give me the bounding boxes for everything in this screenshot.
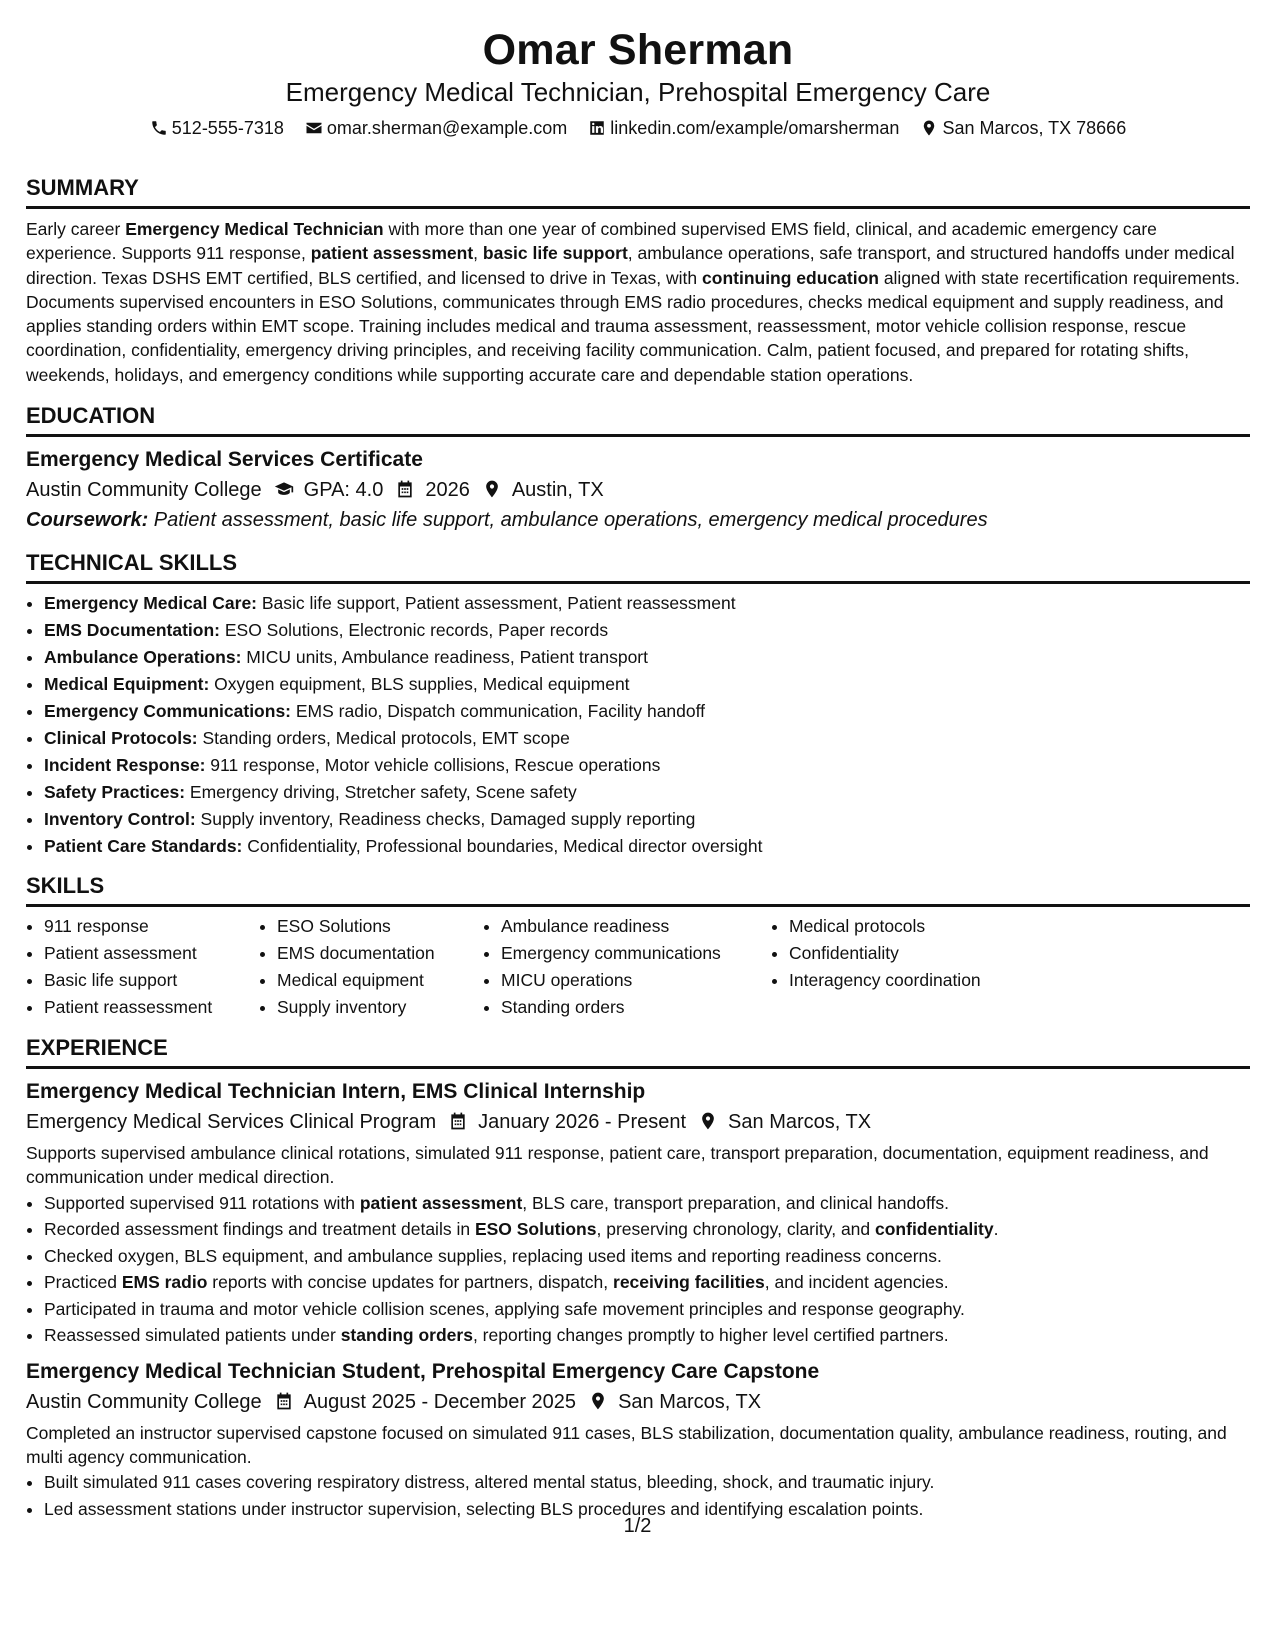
list-item: • Safety Practices: Emergency driving, Stretcher safety, Scene safety bbox=[44, 779, 1250, 806]
job-meta bbox=[26, 1387, 1250, 1417]
coursework: Coursework: Patient assessment, basic life support, ambulance operations, emergency medical procedures bbox=[26, 509, 988, 532]
job-title: Emergency Medical Technician Student, Prehospital Emergency Care Capstone bbox=[26, 1359, 820, 1383]
job-location: San Marcos, TX bbox=[618, 1390, 762, 1413]
job-location: San Marcos, TX bbox=[728, 1111, 872, 1134]
list-item: • Standing orders bbox=[501, 994, 771, 1021]
organization: Austin Community College bbox=[26, 1390, 262, 1413]
technical-skills-list bbox=[26, 590, 1250, 860]
degree-title: Emergency Medical Services Certificate bbox=[26, 448, 423, 472]
job-summary: Completed an instructor supervised capstone focused on simulated 911 cases, BLS stabilization, documentation quality, ambulance readiness, routing, and multi agency communication. bbox=[26, 1422, 1227, 1467]
list-item: • Clinical Protocols: Standing orders, Medical protocols, EMT scope bbox=[44, 725, 1250, 752]
section-title-experience: EXPERIENCE bbox=[26, 1034, 1250, 1069]
section-title-skills: SKILLS bbox=[26, 872, 1250, 907]
contact-location bbox=[920, 116, 1126, 140]
envelope-icon bbox=[305, 119, 323, 137]
job-bullets bbox=[26, 1190, 1250, 1349]
list-item: • Emergency communications bbox=[501, 940, 771, 967]
contact-email[interactable] bbox=[305, 116, 567, 140]
resume-page bbox=[26, 0, 1250, 1522]
list-item: • Patient reassessment bbox=[44, 994, 259, 1021]
list-item: • Inventory Control: Supply inventory, Readiness checks, Damaged supply reporting bbox=[44, 806, 1250, 833]
list-item: • Led assessment stations under instructor supervision, selecting BLS procedures and identifying escalation points. bbox=[44, 1496, 1250, 1523]
skills-column bbox=[483, 913, 771, 1021]
email-address[interactable]: omar.sherman@example.com bbox=[326, 118, 568, 138]
experience-section bbox=[26, 1034, 1250, 1522]
calendar-icon bbox=[274, 1391, 296, 1413]
list-item: • Reassessed simulated patients under standing orders, reporting changes promptly to higher level certified partners. bbox=[44, 1322, 1250, 1349]
list-item: • Medical equipment bbox=[277, 967, 483, 994]
list-item: • Medical Equipment: Oxygen equipment, BLS supplies, Medical equipment bbox=[44, 671, 1250, 698]
graduation-cap-icon bbox=[274, 479, 296, 501]
contact-phone bbox=[150, 116, 284, 140]
list-item: • Practiced EMS radio reports with concise updates for partners, dispatch, receiving facilities, and incident agencies. bbox=[44, 1269, 1250, 1296]
linkedin-icon bbox=[588, 119, 606, 137]
list-item: • Supported supervised 911 rotations with patient assessment, BLS care, transport preparation, and clinical handoffs. bbox=[44, 1190, 1250, 1217]
list-item: • EMS documentation bbox=[277, 940, 483, 967]
list-item: • Recorded assessment findings and treatment details in ESO Solutions, preserving chronology, clarity, and confidentiality. bbox=[44, 1216, 1250, 1243]
list-item: • Emergency Medical Care: Basic life support, Patient assessment, Patient reassessment bbox=[44, 590, 1250, 617]
skills-grid bbox=[26, 913, 1250, 1021]
skills-column bbox=[259, 913, 483, 1021]
list-item: • Incident Response: 911 response, Motor vehicle collisions, Rescue operations bbox=[44, 752, 1250, 779]
map-pin-icon bbox=[482, 479, 504, 501]
education-section bbox=[26, 402, 1250, 535]
job-dates: August 2025 - December 2025 bbox=[303, 1390, 577, 1413]
gpa: GPA: 4.0 bbox=[303, 479, 384, 502]
phone-number: 512-555-7318 bbox=[171, 118, 284, 138]
list-item: • MICU operations bbox=[501, 967, 771, 994]
skills-column bbox=[771, 913, 1049, 1021]
map-pin-icon bbox=[698, 1111, 720, 1133]
skills-column bbox=[26, 913, 259, 1021]
calendar-icon bbox=[395, 479, 417, 501]
list-item: • Patient Care Standards: Confidentiality, Professional boundaries, Medical director oversight bbox=[44, 833, 1250, 860]
map-pin-icon bbox=[920, 119, 938, 137]
technical-skills-section bbox=[26, 549, 1250, 860]
list-item: • Checked oxygen, BLS equipment, and ambulance supplies, replacing used items and reporting readiness concerns. bbox=[44, 1243, 1250, 1270]
list-item: • EMS Documentation: ESO Solutions, Electronic records, Paper records bbox=[44, 617, 1250, 644]
list-item: • Basic life support bbox=[44, 967, 259, 994]
list-item: • Emergency Communications: EMS radio, Dispatch communication, Facility handoff bbox=[44, 698, 1250, 725]
education-meta bbox=[26, 475, 1250, 505]
section-title-education: EDUCATION bbox=[26, 402, 1250, 437]
section-title-technical-skills: TECHNICAL SKILLS bbox=[26, 549, 1250, 584]
list-item: • Participated in trauma and motor vehicle collision scenes, applying safe movement principles and response geography. bbox=[44, 1296, 1250, 1323]
contact-linkedin[interactable] bbox=[588, 116, 899, 140]
list-item: • Interagency coordination bbox=[789, 967, 1049, 994]
list-item: • Built simulated 911 cases covering respiratory distress, altered mental status, bleeding, shock, and traumatic injury. bbox=[44, 1469, 1250, 1496]
list-item: • 911 response bbox=[44, 913, 259, 940]
list-item: • Supply inventory bbox=[277, 994, 483, 1021]
list-item: • Ambulance Operations: MICU units, Ambulance readiness, Patient transport bbox=[44, 644, 1250, 671]
job-summary: Supports supervised ambulance clinical rotations, simulated 911 response, patient care, transport preparation, documentation, equipment readiness, and communication under medical direction. bbox=[26, 1143, 1209, 1188]
phone-icon bbox=[150, 119, 168, 137]
calendar-icon bbox=[448, 1111, 470, 1133]
section-title-summary: SUMMARY bbox=[26, 174, 1250, 209]
organization: Emergency Medical Services Clinical Program bbox=[26, 1111, 437, 1134]
list-item: • Medical protocols bbox=[789, 913, 1049, 940]
list-item: • ESO Solutions bbox=[277, 913, 483, 940]
contact-bar bbox=[26, 116, 1250, 143]
list-item: • Confidentiality bbox=[789, 940, 1049, 967]
job-meta bbox=[26, 1107, 1250, 1137]
summary-section bbox=[26, 174, 1250, 387]
school-location: Austin, TX bbox=[511, 479, 604, 502]
job-title: Emergency Medical Technician Intern, EMS Clinical Internship bbox=[26, 1080, 646, 1104]
headline: Emergency Medical Technician, Prehospital Emergency Care bbox=[285, 77, 991, 107]
school-name: Austin Community College bbox=[26, 479, 262, 502]
graduation-year: 2026 bbox=[425, 479, 470, 502]
list-item: • Patient assessment bbox=[44, 940, 259, 967]
summary-text: Early career Emergency Medical Technician with more than one year of combined supervised EMS field, clinical, and academic emergency care experience. Supports 911 response, patient assessment, basic life support, ambulance operations, safe transport, and structured handoffs under medical direction. Texas DSHS EMT certified, BLS certified, and licensed to drive in Texas, with continuing education aligned with state recertification requirements. Documents supervised encounters in ESO Solutions, communicates through EMS radio procedures, checks medical equipment and supply readiness, and applies standing orders within EMT scope. Training includes medical and trauma assessment, reassessment, motor vehicle collision response, rescue coordination, confidentiality, emergency driving principles, and receiving facility communication. Calm, patient focused, and prepared for rotating shifts, weekends, holidays, and emergency conditions while supporting accurate care and dependable station operations. bbox=[26, 219, 1240, 385]
page-number: 1/2 bbox=[623, 1515, 652, 1537]
skills-section bbox=[26, 872, 1250, 1021]
job-dates: January 2026 - Present bbox=[478, 1111, 687, 1134]
location-text: San Marcos, TX 78666 bbox=[942, 118, 1127, 138]
job-entry bbox=[26, 1357, 1250, 1523]
job-entry bbox=[26, 1077, 1250, 1349]
candidate-name: Omar Sherman bbox=[482, 26, 794, 74]
linkedin-url[interactable]: linkedin.com/example/omarsherman bbox=[610, 118, 900, 138]
map-pin-icon bbox=[588, 1391, 610, 1413]
list-item: • Ambulance readiness bbox=[501, 913, 771, 940]
